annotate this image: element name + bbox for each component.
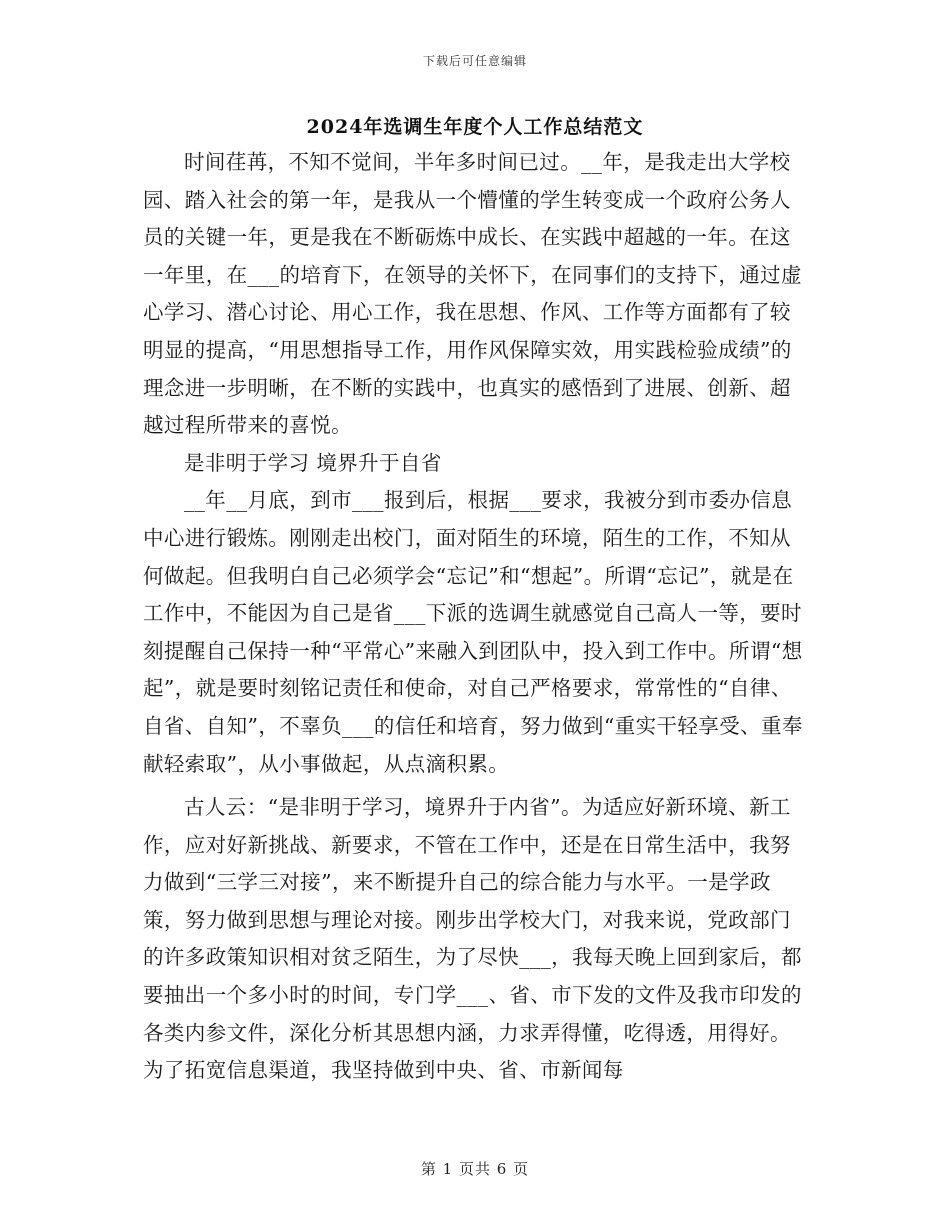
download-note: 下载后可任意编辑 — [422, 54, 527, 68]
body-paragraph: 古人云：“是非明于学习，境界升于内省”。为适应好新环境、新工作，应对好新挑战、新要求，不管在工作中，还是在日常生活中，我努力做到“三学三对接”，来不断提升自己的综合能力与水平。一是学政策，努力做到思想与理论对接。刚步出学校大门，对我来说，党政部门的许多政策知识相对贫乏陌生，为了尽快___，我每天晚上回到家后，都要抽出一个多小时的时间，专门学___、省、市下发的文件及我市印发的各类内参文件，深化分析其思想内涵，力求弄得懂，吃得透，用得好。为了拓宽信息渠道，我坚持做到中央、省、市新闻每 — [143, 795, 802, 1083]
body-paragraph: 时间荏苒，不知不觉间，半年多时间已过。__年，是我走出大学校园、踏入社会的第一年，是我从一个懵懂的学生转变成一个政府公务人员的关键一年，更是我在不断砺炼中成长、在实践中超越的一年。在这一年里，在___的培育下，在领导的关怀下，在同事们的支持下，通过虚心学习、潜心讨论、用心工作，我在思想、作风、工作等方面都有了较明显的提高，“用思想指导工作，用作风保障实效，用实践检验成绩”的理念进一步明晰，在不断的实践中，也真实的感悟到了进展、创新、超越过程所带来的喜悦。 — [143, 150, 802, 438]
page-number: 第 1 页共 6 页 — [420, 1160, 530, 1178]
body-paragraph: __年__月底，到市___报到后，根据___要求，我被分到市委办信息中心进行锻炼。刚刚走出校门，面对陌生的环境，陌生的工作，不知从何做起。但我明白自己必须学会“忘记”和“想起”。所谓“忘记”，就是在工作中，不能因为自己是省___下派的选调生就感觉自己高人一等，要时刻提醒自己保持一种“平常心”来融入到团队中，投入到工作中。所谓“想起”，就是要时刻铭记责任和使命，对自己严格要求，常常性的“自律、自省、自知”，不辜负___的信任和培育，努力做到“重实干轻享受、重奉献轻索取”，从小事做起，从点滴积累。 — [143, 488, 803, 776]
document-body — [143, 144, 808, 1090]
section-heading: 是非明于学习 境界升于自省 — [184, 450, 442, 475]
document-title: 2024年选调生年度个人工作总结范文 — [306, 116, 644, 138]
